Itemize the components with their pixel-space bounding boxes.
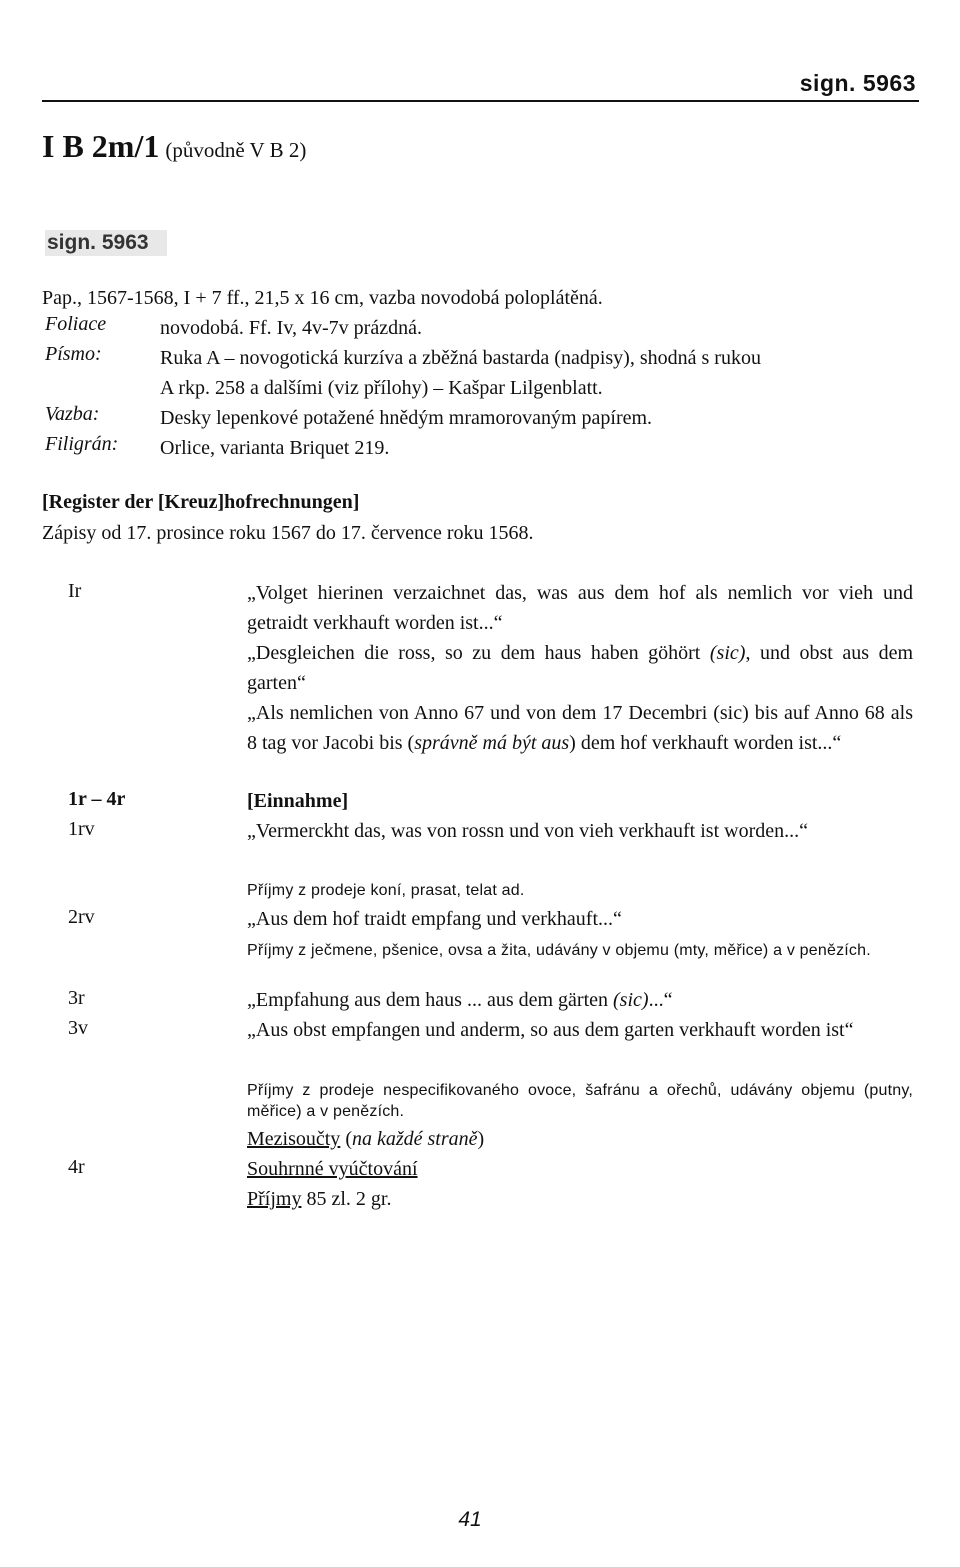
entry-quote: „Aus obst empfangen und anderm, so aus dem garten verkhauft worden ist“	[247, 1019, 854, 1041]
quote-text: „Empfahung aus dem haus ... aus dem gärten	[247, 989, 614, 1011]
page-number: 41	[458, 1508, 482, 1531]
section-heading: [Einnahme]	[247, 790, 349, 812]
entry-quote: „Aus dem hof traidt empfang und verkhauft...“	[247, 908, 622, 930]
description-value-continued: A rkp. 258 a dalšími (viz přílohy) – Kašpar Lilgenblatt.	[160, 377, 603, 399]
folio-label: 4r	[68, 1156, 85, 1178]
quote-text: ...“	[648, 989, 673, 1011]
entry-note: Příjmy z ječmene, pšenice, ovsa a žita, udávány v objemu (mty, měřice) a v penězích.	[247, 942, 871, 959]
description-value: Orlice, varianta Briquet 219.	[160, 437, 390, 459]
subtotals-paren: (	[340, 1128, 352, 1150]
original-shelfmark: (původně V B 2)	[165, 138, 307, 162]
description-row-filigran	[42, 433, 922, 463]
description-label: Foliace	[45, 313, 107, 335]
register-dates: Zápisy od 17. prosince roku 1567 do 17. července roku 1568.	[42, 522, 534, 544]
entry-quote	[247, 638, 913, 698]
description-value: Desky lepenkové potažené hnědým mramorovaným papírem.	[160, 407, 653, 429]
description-row-vazba	[42, 403, 922, 433]
quote-text: ) dem hof verkhauft worden ist...“	[569, 732, 842, 754]
signature-label: sign. 5963	[45, 230, 167, 256]
folio-label: 1r – 4r	[68, 788, 126, 810]
page-title	[42, 128, 306, 165]
description-value: novodobá. Ff. Iv, 4v-7v prázdná.	[160, 317, 422, 339]
register-title: [Register der [Kreuz]hofrechnungen]	[42, 491, 360, 513]
description-label: Písmo:	[45, 343, 102, 365]
physical-summary: Pap., 1567-1568, I + 7 ff., 21,5 x 16 cm, vazba novodobá poloplátěná.	[42, 287, 603, 309]
subtotals-label: Mezisoučty	[247, 1128, 341, 1150]
folio-label: Ir	[68, 580, 82, 602]
entry-quote	[247, 985, 913, 1015]
quote-italic: (sic)	[709, 642, 746, 664]
entry-quote: „Vermerckht das, was von rossn und von vieh verkhauft ist worden...“	[247, 820, 808, 842]
subtotals-paren: )	[477, 1128, 485, 1150]
quote-text: , und obst aus dem garten“	[247, 642, 913, 694]
header-rule	[42, 100, 919, 102]
subtotals-line	[247, 1124, 913, 1154]
folio-label: 3v	[68, 1017, 88, 1039]
description-label: Vazba:	[45, 403, 100, 425]
income-value: 85 zl. 2 gr.	[301, 1188, 392, 1210]
quote-italic: (sic)	[613, 989, 649, 1011]
description-label: Filigrán:	[45, 433, 119, 455]
income-total	[247, 1184, 913, 1214]
quote-text: „Desgleichen die ross, so zu dem haus haben göhört	[247, 642, 710, 664]
header-signature: sign. 5963	[799, 70, 916, 96]
quote-italic: správně má být aus	[414, 732, 570, 754]
description-row-pismo	[42, 343, 922, 403]
entry-quote: „Volget hierinen verzaichnet das, was aus dem hof als nemlich vor vieh und getraidt verkhauft worden ist...“	[247, 582, 913, 634]
entry-note: Příjmy z prodeje nespecifikovaného ovoce, šafránu a ořechů, udávány objemu (putny, měřice) a v penězích.	[247, 1082, 913, 1120]
folio-label: 1rv	[68, 818, 95, 840]
entry-quote	[247, 698, 913, 758]
folio-label: 2rv	[68, 906, 95, 928]
shelfmark: I B 2m/1	[42, 128, 160, 164]
summary-heading: Souhrnné vyúčtování	[247, 1158, 418, 1180]
subtotals-italic: na každé straně	[351, 1128, 478, 1150]
entry-note: Příjmy z prodeje koní, prasat, telat ad.	[247, 882, 525, 899]
folio-label: 3r	[68, 987, 85, 1009]
description-value: Ruka A – novogotická kurzíva a zběžná bastarda (nadpisy), shodná s rukou	[160, 347, 761, 369]
description-row-foliace	[42, 313, 922, 343]
income-label: Příjmy	[247, 1188, 302, 1210]
quote-text: „Als nemlichen von Anno 67 und von dem 17 Decembri (sic) bis auf Anno 68 als 8 tag vor Jacobi bis (	[247, 702, 913, 754]
